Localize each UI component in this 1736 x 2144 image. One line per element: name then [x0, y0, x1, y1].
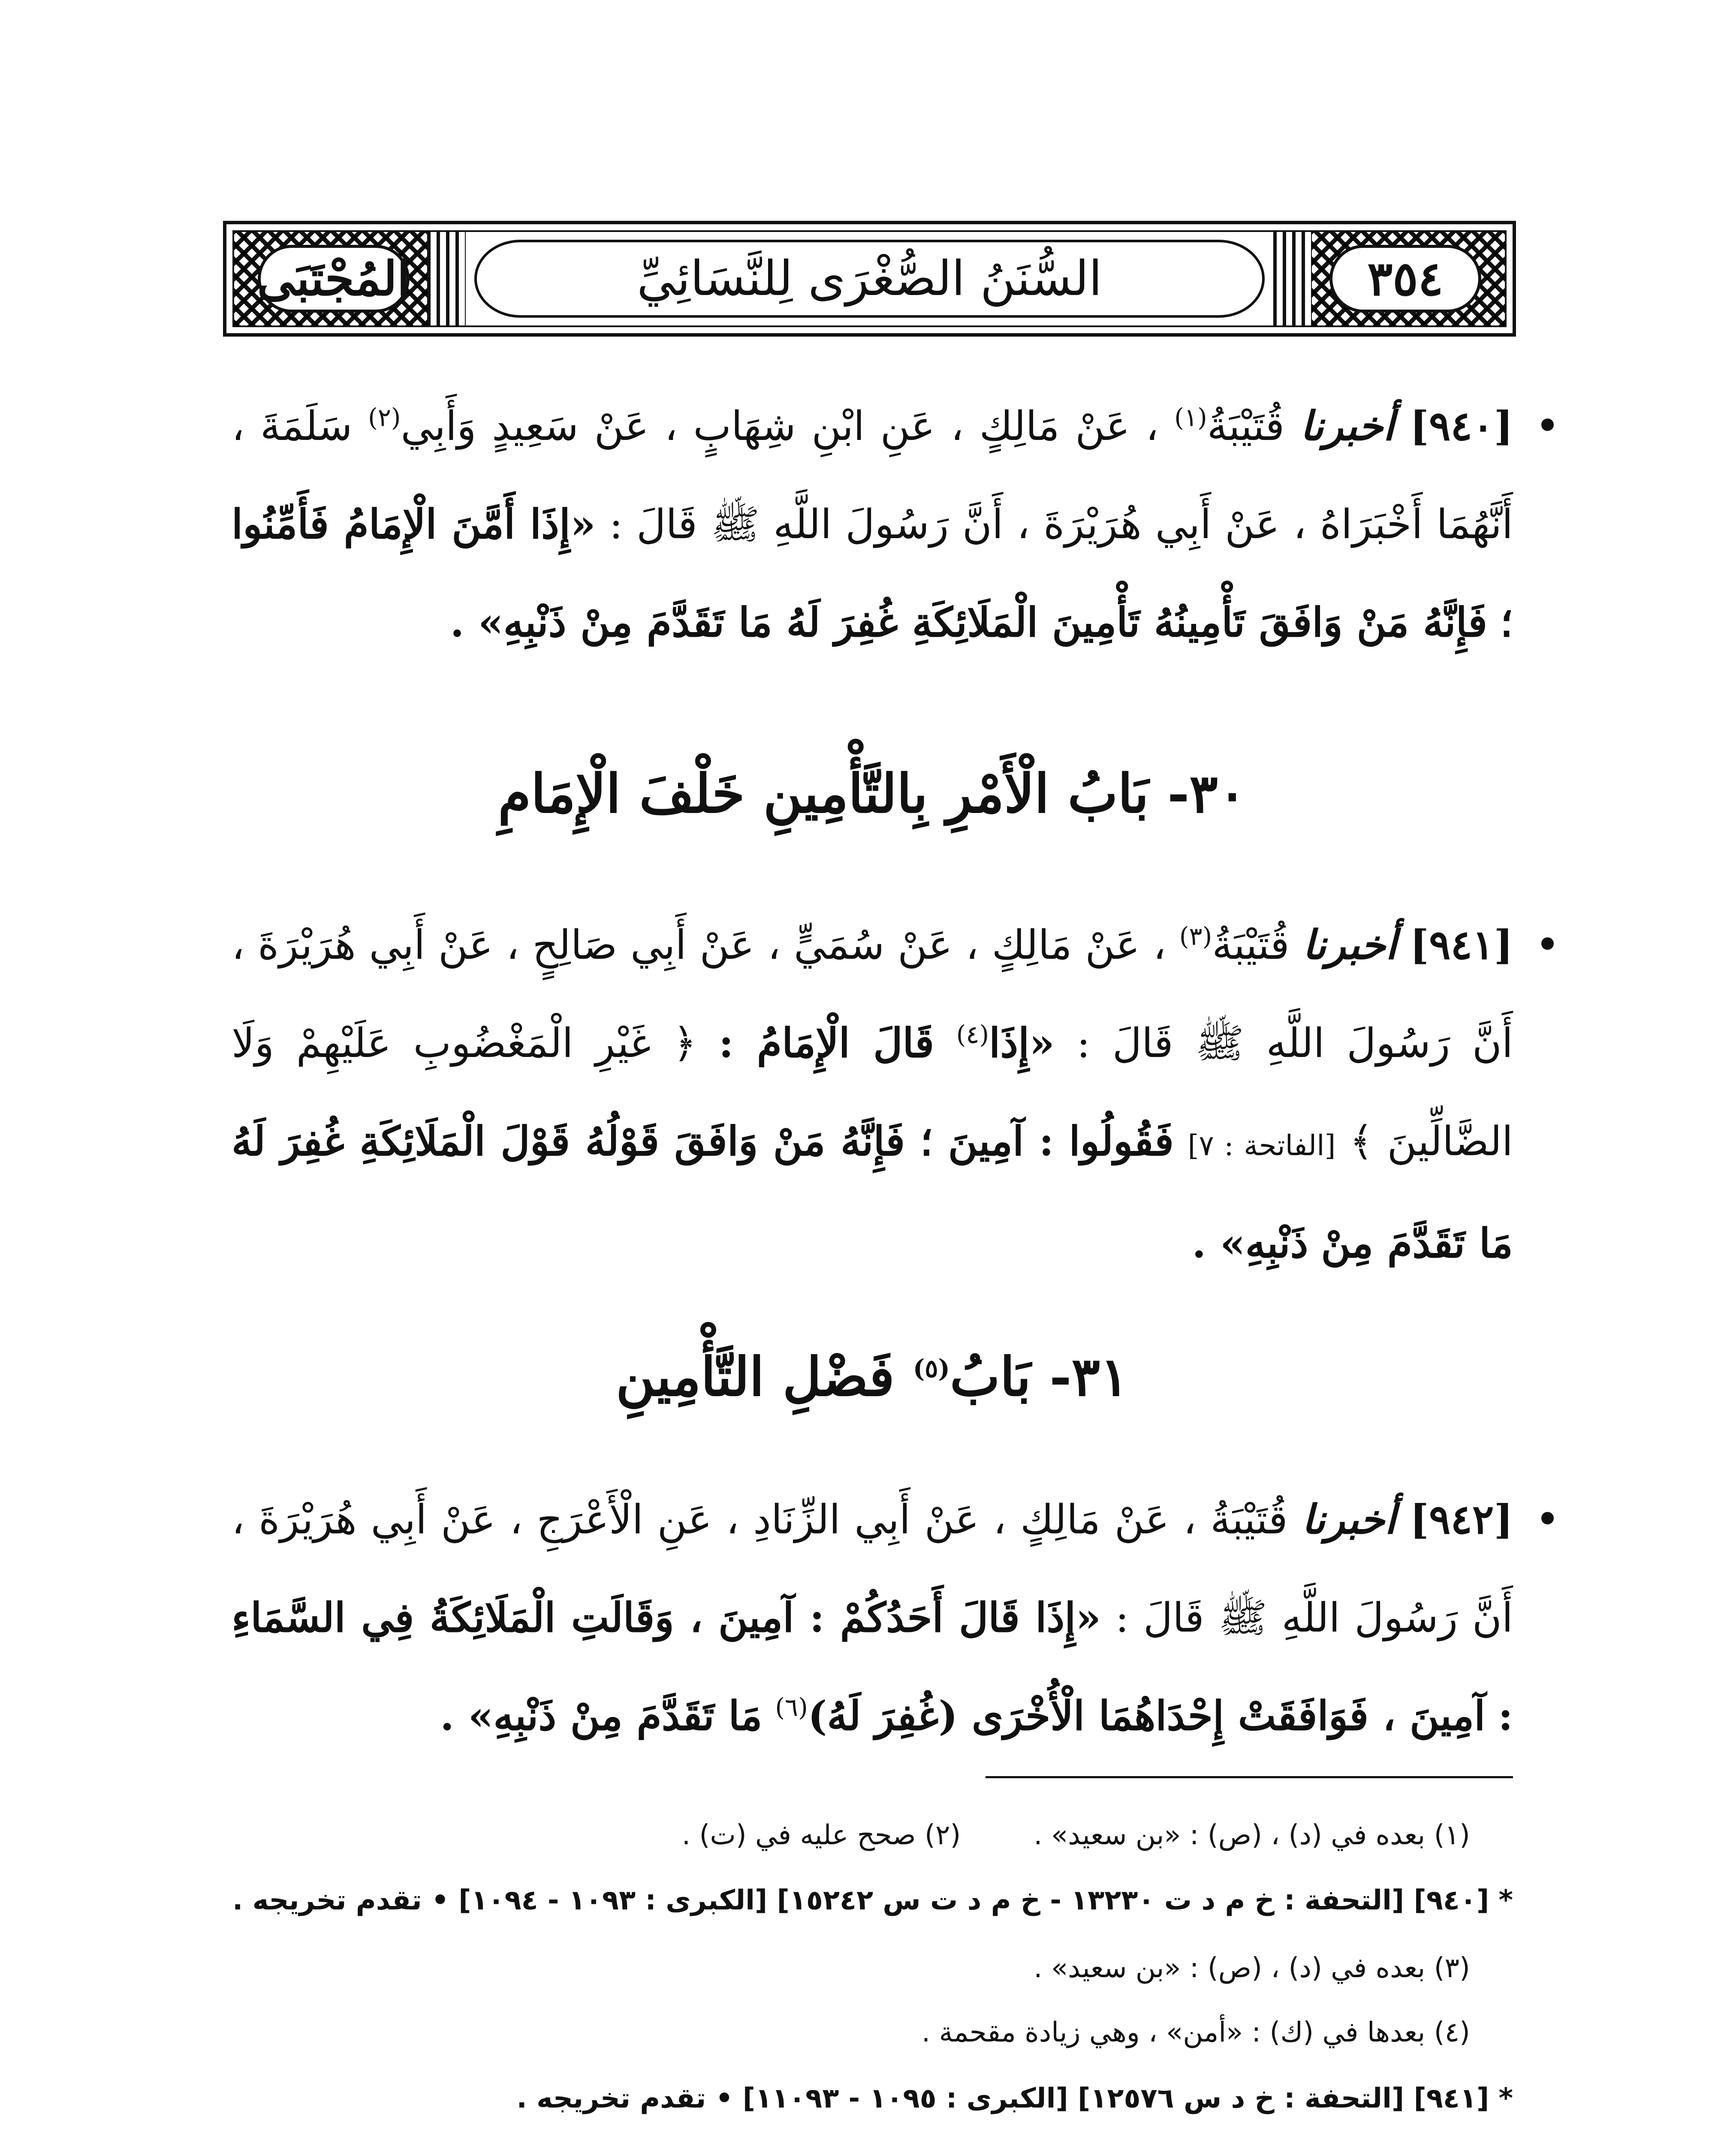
isnad: ، عَنْ مَالِكٍ ، عَنِ ابْنِ شِهَابٍ ، عَنْ سَعِيدٍ وَأَبِي — [401, 403, 1159, 450]
matn: فَإِنَّهُ مَنْ وَافَقَ تَأْمِينُهُ تَأْمِينَ الْمَلَائِكَةِ غُفِرَ لَهُ مَا تَقَدَّمَ مِنْ ذَنْبِهِ» . — [450, 599, 1488, 646]
matn: «إِذَا قَالَ أَحَدُكُمْ : آمِينَ ، وَقَالَتِ الْمَلَائِكَةُ فِي السَّمَاءِ : — [232, 1594, 1513, 1740]
matn: قَالَ الْإِمَامُ : — [718, 1020, 934, 1067]
isnad: قُتَيْبَةُ ، عَنْ مَالِكٍ ، عَنْ أَبِي الزِّنَادِ ، عَنِ الْأَعْرَجِ ، عَنْ أَبِي هُرَيْرَةَ ، — [232, 1497, 1288, 1543]
right-ornament-band — [1273, 232, 1312, 325]
hadith-942 — [232, 1471, 1560, 1765]
akhbarana: أخبرنا — [1302, 1496, 1396, 1543]
footnote-separator — [986, 1776, 1513, 1778]
matn: آمِينَ ، فَوَافَقَتْ إِحْدَاهُمَا الْأُخْرَى (غُفِرَ لَهُ) — [808, 1692, 1486, 1740]
akhbarana: أخبرنا — [1300, 403, 1394, 450]
page-number: ٣٥٤ — [1367, 251, 1444, 306]
footnote-ref: (٥) — [913, 1354, 950, 1383]
hadith-941 — [232, 896, 1560, 1293]
hadith-940 — [232, 377, 1560, 672]
footnote-ref: (٢) — [368, 403, 401, 432]
isnad: ، عَنْ مَالِكٍ ، عَنْ سُمَيٍّ ، عَنْ أَبِي صَالِحٍ ، عَنْ أَبِي هُرَيْرَةَ ، — [232, 922, 1166, 969]
hadith-number: [٩٤٢] — [1410, 1496, 1513, 1543]
hadith-942-text — [232, 1471, 1560, 1765]
chapter-31-title: فَضْلِ التَّأْمِينِ — [616, 1346, 895, 1408]
takhrij-941: * [٩٤١] [التحفة : خ د س ١٢٥٧٦] [الكبرى : ١٠٩٥ - ١١٠٩٣] • تقدم تخريجه . — [516, 2083, 1513, 2114]
isnad: سَلَمَةَ ، — [232, 403, 353, 450]
footnote-row — [232, 1819, 1470, 1851]
hadith-940-text — [232, 377, 1560, 672]
narrator: قُتَيْبَةُ — [1207, 403, 1285, 450]
akhbarana: أخبرنا — [1302, 921, 1397, 969]
header-frame — [232, 230, 1507, 327]
footnote-2: (٢) صحح عليه في (ت) . — [681, 1819, 961, 1851]
page-header — [223, 221, 1516, 337]
matn: «إِذَا أَمَّنَ الْإِمَامُ فَأَمِّنُوا ؛ — [232, 501, 1513, 646]
quran-verse: ﴿ غَيْرِ الْمَغْضُوبِ عَلَيْهِمْ وَلَا الضَّالِّينَ ﴾ — [232, 1020, 1513, 1165]
footnote-ref: (٣) — [1179, 921, 1212, 951]
book-badge — [258, 245, 410, 313]
book-badge-text: المُجْتَبَى — [257, 251, 410, 306]
footnote-ref: (٤) — [956, 1020, 989, 1049]
matn: «إِذَا — [989, 1020, 1055, 1067]
footnote-3: (٣) بعده في (د) ، (ص) : «بن سعيد» . — [1034, 1952, 1470, 1984]
bullet-icon: • — [1535, 1494, 1560, 1545]
chapter-heading-31 — [232, 1346, 1513, 1408]
title-cartouche — [474, 240, 1265, 318]
verse-reference: [الفاتحة : ٧] — [1187, 1129, 1336, 1162]
bullet-icon: • — [1535, 920, 1560, 970]
isnad: أَنَّهُمَا أَخْبَرَاهُ ، عَنْ أَبِي هُرَيْرَةَ ، أَنَّ رَسُولَ اللَّهِ ﷺ قَالَ : — [609, 501, 1513, 548]
isnad: أَنَّ رَسُولَ اللَّهِ ﷺ قَالَ : — [1076, 1020, 1513, 1067]
narrator: قُتَيْبَةُ — [1212, 922, 1290, 969]
matn: ذَنْبِهِ» . — [1192, 1220, 1308, 1267]
isnad: أَنَّ رَسُولَ اللَّهِ ﷺ قَالَ : — [1115, 1595, 1513, 1641]
left-ornament-band — [427, 232, 466, 325]
footnote-ref: (٦) — [775, 1692, 808, 1722]
page-number-badge — [1329, 245, 1481, 313]
footnote-ref: (١) — [1174, 403, 1207, 432]
takhrij-940: * [٩٤٠] [التحفة : خ م د ت ١٣٢٣٠ - خ م د ت س ١٥٢٤٢] [الكبرى : ١٠٩٣ - ١٠٩٤] • تقدم تخريجه . — [232, 1885, 1513, 1916]
chapter-31-number: ٣١- بَابُ — [949, 1346, 1129, 1408]
hadith-number: [٩٤١] — [1410, 921, 1513, 969]
footnote-1: (١) بعده في (د) ، (ص) : «بن سعيد» . — [1034, 1819, 1470, 1851]
book-title: السُّنَنُ الصُّغْرَى لِلنَّسَائِيِّ — [637, 251, 1102, 307]
chapter-heading-30: ٣٠- بَابُ الْأَمْرِ بِالتَّأْمِينِ خَلْفَ الْإِمَامِ — [498, 763, 1247, 825]
footnote-4: (٤) بعدها في (ك) : «أمن» ، وهي زيادة مقحمة . — [921, 2017, 1470, 2048]
hadith-941-text — [232, 896, 1560, 1293]
matn: مَا تَقَدَّمَ مِنْ ذَنْبِهِ» . — [440, 1692, 763, 1740]
matn: فَقُولُوا : آمِينَ ؛ فَإِنَّهُ مَنْ وَافَقَ قَوْلُهُ قَوْلَ الْمَلَائِكَةِ غُفِرَ لَهُ مَا تَقَدَّمَ مِنْ — [232, 1118, 1513, 1267]
bullet-icon: • — [1535, 401, 1560, 451]
hadith-number: [٩٤٠] — [1410, 403, 1513, 450]
